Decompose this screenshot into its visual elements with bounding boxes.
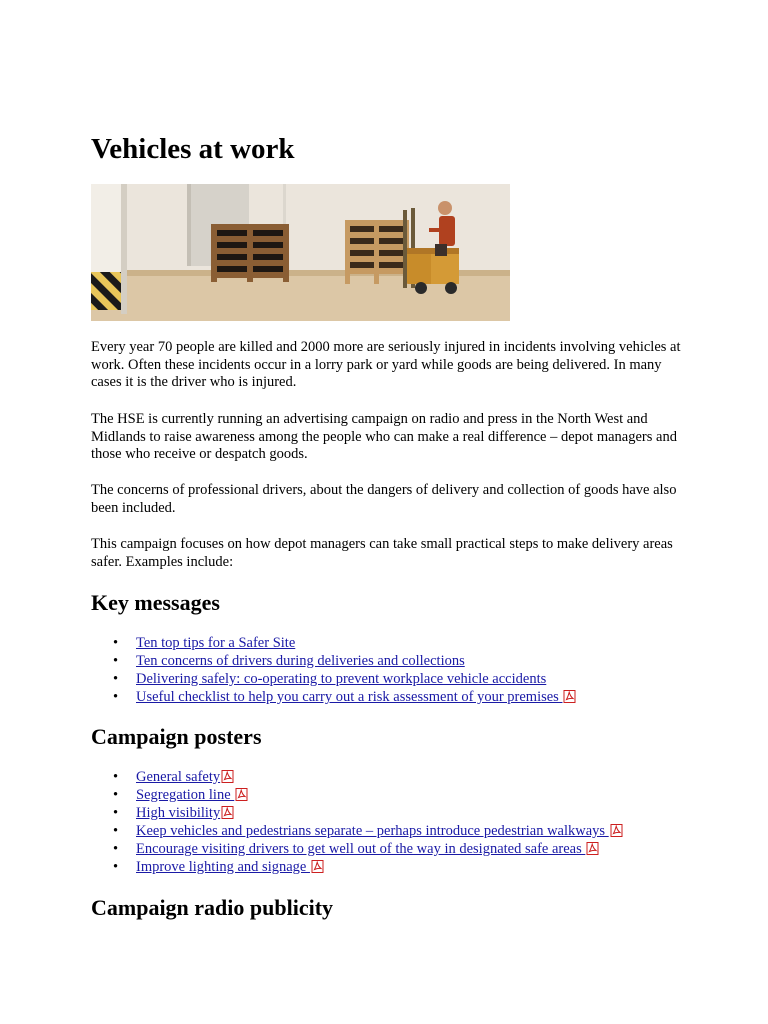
intro-paragraph-2: The HSE is currently running an advertising campaign on radio and press in the North West and Midlands to raise awareness among the people who can make a real difference – depot managers and those who receive or despatch goods. [91,411,677,463]
list-item [91,670,691,688]
pdf-icon[interactable] [235,788,248,801]
list-item [91,804,691,822]
pdf-icon[interactable] [586,842,599,855]
link-ten-concerns-of-drivers[interactable]: Ten concerns of drivers during deliveries and collections [136,653,465,669]
list-item [91,652,691,670]
campaign-posters-heading: Campaign posters [91,724,262,749]
page-title: Vehicles at work [91,133,295,165]
bullet-icon: • [113,635,119,651]
link-high-visibility[interactable]: High visibility [136,805,221,821]
warehouse-forklift-image [91,184,510,321]
campaign-radio-heading: Campaign radio publicity [91,895,334,920]
key-messages-heading: Key messages [91,590,220,615]
bullet-icon: • [113,653,119,669]
link-general-safety[interactable]: General safety [136,769,221,785]
link-encourage-visiting-drivers[interactable]: Encourage visiting drivers to get well out of the way in designated safe areas [136,841,586,857]
intro-paragraph-1: Every year 70 people are killed and 2000 more are seriously injured in incidents involving vehicles at work. Often these incidents occur in a lorry park or yard while goods are being delivered. In many cases it is the driver who is injured. [91,339,681,391]
bullet-icon: • [113,823,119,839]
list-item [91,840,691,858]
link-useful-checklist[interactable]: Useful checklist to help you carry out a risk assessment of your premises [136,689,563,705]
list-item [91,786,691,804]
pdf-icon[interactable] [311,860,324,873]
intro-paragraph-3: The concerns of professional drivers, about the dangers of delivery and collection of goods have also been included. [91,482,677,516]
link-segregation-line[interactable]: Segregation line [136,787,235,803]
link-keep-vehicles-separate[interactable]: Keep vehicles and pedestrians separate – perhaps introduce pedestrian walkways [136,823,609,839]
pdf-icon[interactable] [563,690,576,703]
list-item [91,822,691,840]
link-ten-top-tips[interactable]: Ten top tips for a Safer Site [136,635,296,651]
bullet-icon: • [113,769,119,785]
bullet-icon: • [113,805,119,821]
key-messages-list [91,634,691,706]
bullet-icon: • [113,787,119,803]
bullet-icon: • [113,689,119,705]
link-delivering-safely[interactable]: Delivering safely: co-operating to prevent workplace vehicle accidents [136,671,547,687]
link-improve-lighting[interactable]: Improve lighting and signage [136,859,310,875]
list-item [91,858,691,876]
campaign-posters-list [91,768,691,876]
intro-paragraph-4: This campaign focuses on how depot managers can take small practical steps to make delivery areas safer. Examples include: [91,536,673,570]
list-item [91,634,691,652]
bullet-icon: • [113,841,119,857]
list-item [91,768,691,786]
pdf-icon[interactable] [221,770,234,783]
pdf-icon[interactable] [221,806,234,819]
list-item [91,688,691,706]
bullet-icon: • [113,859,119,875]
bullet-icon: • [113,671,119,687]
pdf-icon[interactable] [610,824,623,837]
